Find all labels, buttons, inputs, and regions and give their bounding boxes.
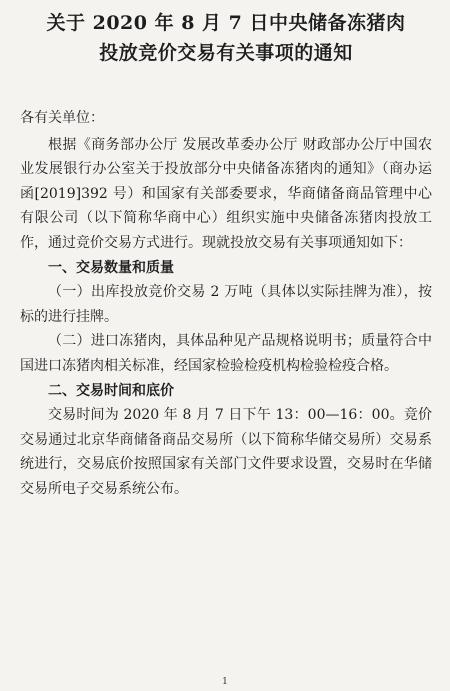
section-2-heading: 二、交易时间和底价: [48, 382, 174, 399]
section-1-heading: 一、交易数量和质量: [48, 259, 174, 276]
salutation: 各有关单位：: [20, 110, 104, 126]
section-1-item-2: （二）进口冻猪肉，具体品种见产品规格说明书；质量符合中国进口冻猪肉相关标准，经国家检验检疫机构检验检疫合格。: [20, 333, 432, 374]
document-body: [20, 106, 432, 502]
title-line-1: 关于 2020 年 8 月 7 日中央储备冻猪肉: [46, 12, 406, 34]
page-number: 1: [222, 677, 228, 687]
title-line-2: 投放竞价交易有关事项的通知: [99, 42, 353, 64]
document-title: [20, 8, 432, 68]
intro-paragraph: 根据《商务部办公厅 发展改革委办公厅 财政部办公厅中国农业发展银行办公室关于投放部分中央储备冻猪肉的通知》（商办运函[2019]392 号）和国家有关部委要求，华商储备商品管理中心有限公司（以下简称华商中心）组织实施中央储备冻猪肉投放工作，通过竞价交易方式进行。现就投放交易有关事项通知如下：: [20, 136, 432, 251]
section-2-paragraph: 交易时间为 2020 年 8 月 7 日下午 13：00—16：00。竞价交易通过北京华商储备商品交易所（以下简称华储交易所）交易系统进行，交易底价按照国家有关部门文件要求设置，交易时在华储交易所电子交易系统公布。: [20, 407, 432, 497]
section-1-item-1: （一）出库投放竞价交易 2 万吨（具体以实际挂牌为准），按标的进行挂牌。: [20, 284, 432, 325]
